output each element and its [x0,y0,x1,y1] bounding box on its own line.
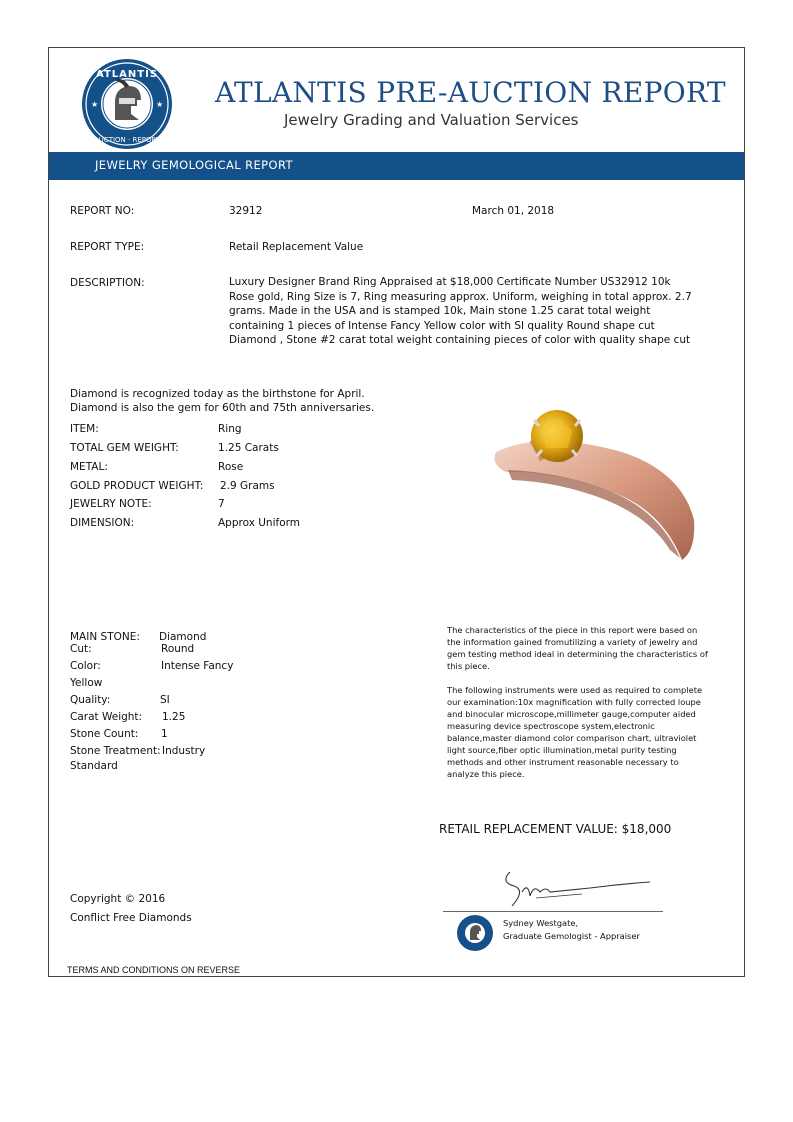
color-value-cont: Yellow [70,677,103,689]
birthstone-line-1: Diamond is recognized today as the birthstone for April. [70,388,365,400]
report-type-value: Retail Replacement Value [229,241,364,253]
conflict-free-note: Conflict Free Diamonds [70,912,192,924]
signer-name: Sydney Westgate, [503,918,579,928]
detail-value: 7 [218,498,225,510]
detail-label: GOLD PRODUCT WEIGHT: [70,480,204,492]
methodology-notes [447,624,711,792]
terms-note: TERMS AND CONDITIONS ON REVERSE [67,965,241,975]
report-type-label: REPORT TYPE: [70,241,145,253]
report-no-label: REPORT NO: [70,205,135,217]
carat-weight-label: Carat Weight: [70,711,143,723]
main-stone-label: MAIN STONE: [70,631,140,643]
detail-value: 2.9 Grams [220,480,275,492]
section-band-label: JEWELRY GEMOLOGICAL REPORT [95,158,293,172]
detail-label: METAL: [70,461,108,473]
appraiser-seal [456,914,494,952]
detail-value: Approx Uniform [218,517,300,529]
signer-title: Graduate Gemologist - Appraiser [503,931,640,941]
detail-label: JEWELRY NOTE: [70,498,152,510]
color-value: Intense Fancy [161,660,234,672]
quality-label: Quality: [70,694,111,706]
svg-text:★: ★ [156,100,164,109]
detail-label: ITEM: [70,423,99,435]
birthstone-line-2: Diamond is also the gem for 60th and 75th anniversaries. [70,402,375,414]
svg-text:ATLANTIS: ATLANTIS [95,69,159,80]
stone-count-value: 1 [161,728,168,740]
detail-label: DIMENSION: [70,517,135,529]
notes-paragraph: The characteristics of the piece in this report were based on the information gained fromutilizing a variety of jewelry and gem testing method ideal in determining the characteristics of this piece. [447,625,708,671]
detail-label: TOTAL GEM WEIGHT: [70,442,179,454]
stone-count-label: Stone Count: [70,728,139,740]
report-subtitle: Jewelry Grading and Valuation Services [284,111,579,129]
stone-treatment-value-cont: Standard [70,760,118,772]
quality-value: SI [160,694,170,706]
notes-paragraph: The following instruments were used as required to complete our examination:10x magnification with fully corrected loupe and binocular microscope,millimeter gauge,computer aided measuring device spectroscope system,electronic balance,master diamond color comparison chart, ultraviolet light source,fiber optic illumination,metal purity testing methods and other instrument reasonable necessary to analyze this piece. [447,685,703,779]
retail-replacement-value: RETAIL REPLACEMENT VALUE: $18,000 [439,822,672,836]
report-title: ATLANTIS PRE-AUCTION REPORT [215,76,726,109]
stone-treatment-label: Stone Treatment: [70,745,161,757]
section-band [49,152,744,180]
report-date: March 01, 2018 [472,205,555,217]
main-stone-value: Diamond [159,631,207,643]
color-label: Color: [70,660,101,672]
atlantis-logo [79,58,175,150]
detail-value: 1.25 Carats [218,442,279,454]
svg-text:★: ★ [91,100,99,109]
signature [470,862,660,912]
cut-value: Round [161,643,195,655]
cut-label: Cut: [70,643,92,655]
signature-line [443,911,663,912]
copyright: Copyright © 2016 [70,893,166,905]
ring-photo [482,400,702,565]
detail-value: Ring [218,423,242,435]
report-no-value: 32912 [229,205,263,217]
svg-text:AUCTION · REPORT: AUCTION · REPORT [93,136,161,144]
stone-treatment-value: Industry [162,745,206,757]
description-label: DESCRIPTION: [70,277,145,289]
carat-weight-value: 1.25 [162,711,186,723]
detail-value: Rose [218,461,244,473]
description-text: Luxury Designer Brand Ring Appraised at $18,000 Certificate Number US32912 10k Rose gold, Ring Size is 7, Ring measuring approx. Uniform, weighing in total approx. 2.7 grams. Made in the USA and is stamped 10k, Main stone 1.25 carat total weight containing 1 pieces of Intense Fancy Yellow color with SI quality Round shape cut Diamond , Stone #2 carat total weight containing pieces of color with quality shape cut [229,276,692,346]
